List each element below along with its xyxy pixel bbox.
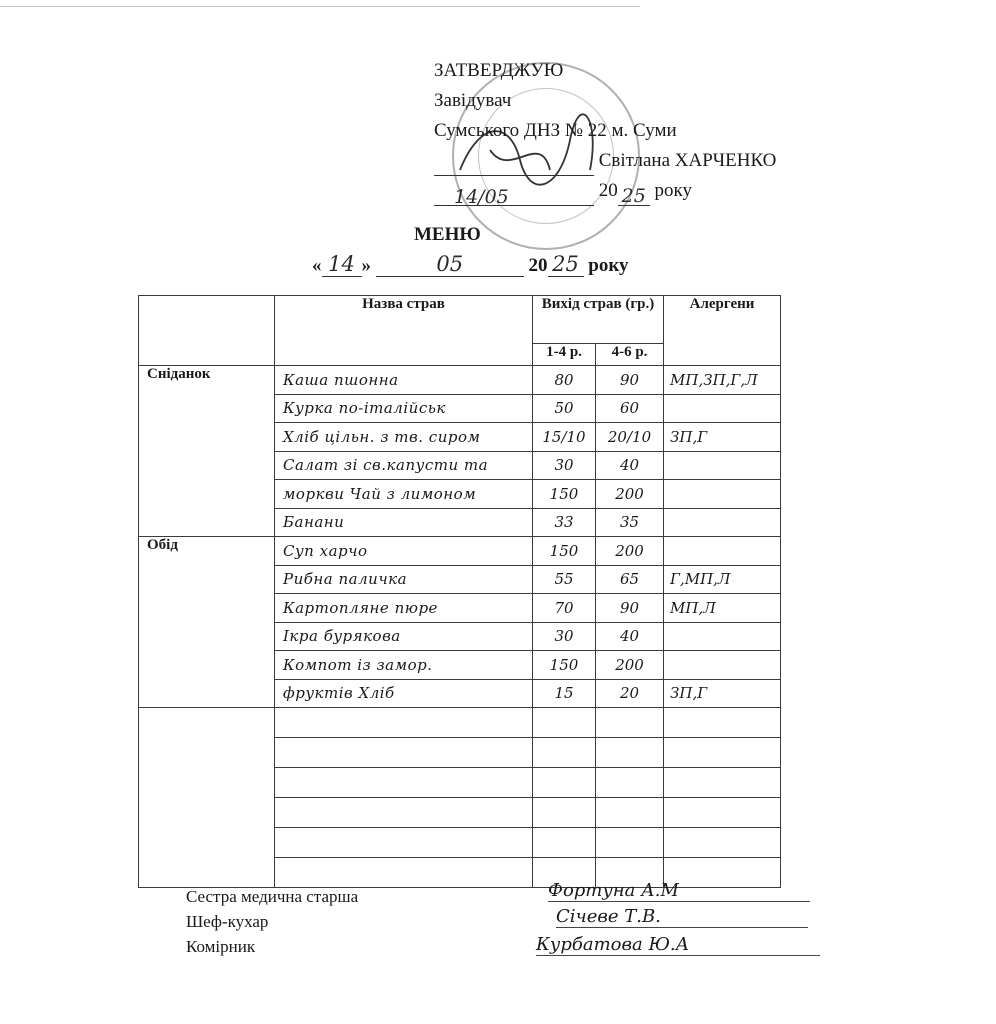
portion-4-6: 200: [596, 651, 664, 680]
age-4-6-header: 4-6 р.: [596, 344, 664, 366]
dish-name: Ікра бурякова: [275, 622, 533, 651]
dish-name: Хліб цільн. з тв. сиром: [275, 423, 533, 452]
portion-1-4: 150: [533, 537, 596, 566]
menu-title: МЕНЮ: [414, 224, 481, 245]
portion-1-4: 30: [533, 622, 596, 651]
signature-blank: [434, 151, 594, 176]
dish-name: Рибна паличка: [275, 565, 533, 594]
portion-1-4: 30: [533, 451, 596, 480]
portion-4-6: 20/10: [596, 423, 664, 452]
signature-chef: Січеве Т.В.: [556, 906, 808, 928]
portion-4-6: 40: [596, 622, 664, 651]
allergens: [664, 394, 781, 423]
approve-year-word: року: [654, 180, 692, 201]
allergens: [664, 622, 781, 651]
approve-institution: Сумського ДНЗ № 22 м. Суми: [434, 120, 677, 141]
menu-month: 05: [376, 252, 524, 277]
menu-year-suffix: 25: [548, 252, 584, 277]
portion-1-4: 55: [533, 565, 596, 594]
dish-name: Каша пшонна: [275, 366, 533, 395]
lunch-label: Обід: [139, 537, 275, 708]
allergens: ЗП,Г: [664, 423, 781, 452]
portion-1-4: 80: [533, 366, 596, 395]
menu-year-word: року: [588, 255, 629, 276]
portion-1-4: 50: [533, 394, 596, 423]
portion-4-6: 200: [596, 537, 664, 566]
allergens: [664, 537, 781, 566]
allergens: Г,МП,Л: [664, 565, 781, 594]
director-name: Світлана ХАРЧЕНКО: [598, 150, 777, 171]
portion-1-4: 33: [533, 508, 596, 537]
signature-nurse: Фортуна А.М: [548, 880, 810, 902]
menu-year-prefix: 20: [528, 255, 548, 276]
approve-director-line: [434, 146, 776, 176]
dish-header: Назва страв: [275, 296, 533, 366]
allergens: [664, 508, 781, 537]
dish-name: фруктів Хліб: [275, 679, 533, 708]
portion-4-6: 60: [596, 394, 664, 423]
signature-storekeeper: Курбатова Ю.А: [536, 934, 820, 956]
menu-date-line: [312, 252, 629, 277]
portion-1-4: 15: [533, 679, 596, 708]
portion-4-6: 35: [596, 508, 664, 537]
output-header: Вихід страв (гр.): [533, 296, 664, 344]
allergens: [664, 651, 781, 680]
portion-4-6: 90: [596, 594, 664, 623]
allergens-header: Алергени: [664, 296, 781, 366]
close-quote: »: [361, 255, 371, 276]
allergens: МП,Л: [664, 594, 781, 623]
menu-day: 14: [322, 252, 362, 277]
portion-4-6: 40: [596, 451, 664, 480]
allergens: ЗП,Г: [664, 679, 781, 708]
role-chef: Шеф-кухар: [186, 912, 269, 931]
meal-header-cell: [139, 296, 275, 366]
scan-edge-line: [0, 6, 640, 7]
approval-block: [434, 56, 776, 206]
approve-position: Завідувач: [434, 90, 512, 111]
allergens: МП,ЗП,Г,Л: [664, 366, 781, 395]
portion-4-6: 20: [596, 679, 664, 708]
portion-4-6: 200: [596, 480, 664, 509]
age-1-4-header: 1-4 р.: [533, 344, 596, 366]
dish-name: Банани: [275, 508, 533, 537]
portion-1-4: 150: [533, 480, 596, 509]
breakfast-label: Сніданок: [139, 366, 275, 537]
allergens: [664, 451, 781, 480]
portion-4-6: 90: [596, 366, 664, 395]
role-nurse: Сестра медична старша: [186, 887, 359, 906]
portion-1-4: 70: [533, 594, 596, 623]
dish-name: Компот із замор.: [275, 651, 533, 680]
portion-1-4: 150: [533, 651, 596, 680]
portion-1-4: 15/10: [533, 423, 596, 452]
approve-year-prefix: 20: [598, 180, 618, 201]
approve-date: 14/05: [434, 182, 594, 206]
dish-name: Суп харчо: [275, 537, 533, 566]
dish-name: Салат зі св.капусти та: [275, 451, 533, 480]
dish-name: моркви Чай з лимоном: [275, 480, 533, 509]
approve-date-line: [434, 176, 776, 206]
allergens: [664, 480, 781, 509]
empty-meal-cell: [139, 708, 275, 888]
approve-year-suffix: 25: [618, 181, 650, 206]
menu-table: [138, 295, 781, 888]
approve-heading: ЗАТВЕРДЖУЮ: [434, 60, 564, 81]
dish-name: Картопляне пюре: [275, 594, 533, 623]
dish-name: Курка по-італійськ: [275, 394, 533, 423]
portion-4-6: 65: [596, 565, 664, 594]
signature-roles: [186, 884, 358, 959]
open-quote: «: [312, 255, 322, 276]
role-storekeeper: Комірник: [186, 937, 256, 956]
